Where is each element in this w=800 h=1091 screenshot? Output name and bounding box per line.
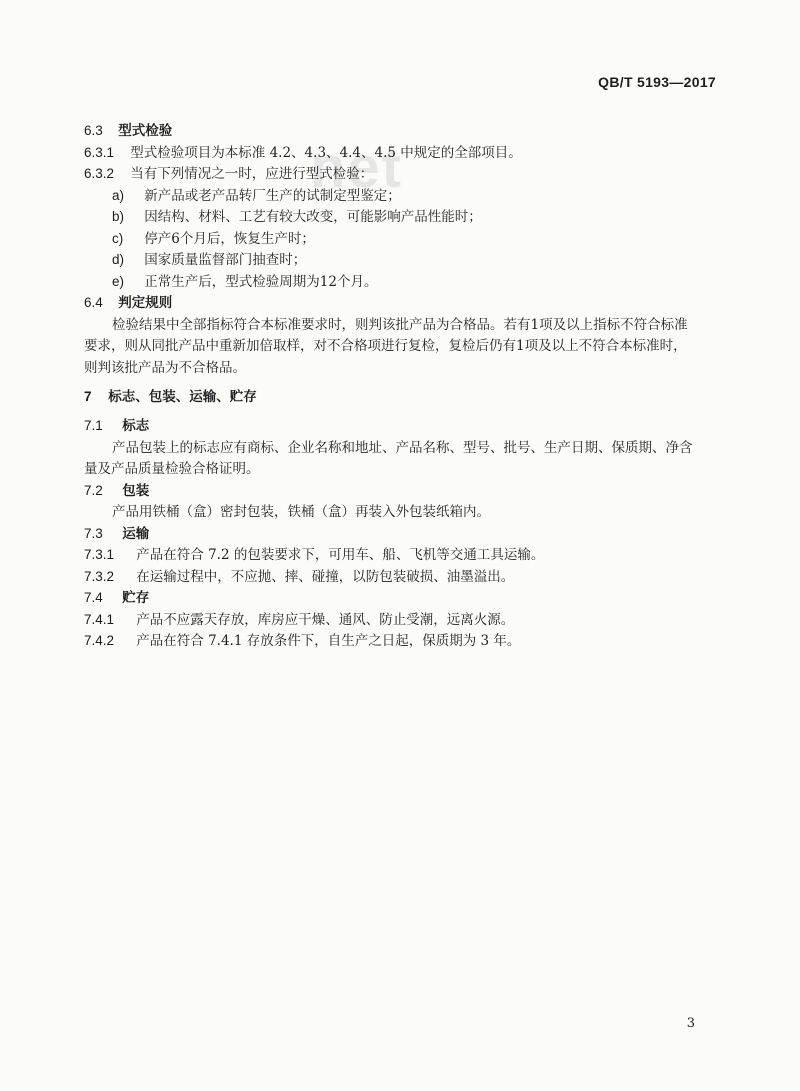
- section-title: 运输: [122, 526, 150, 542]
- list-marker: a): [112, 188, 125, 203]
- section-7-1-heading: [84, 416, 149, 436]
- standard-code: QB/T 5193—2017: [598, 74, 716, 90]
- paragraph-line: 则判该批产品为不合格品。: [84, 360, 246, 376]
- list-item: [112, 272, 377, 292]
- section-6-4-heading: [84, 293, 172, 313]
- paragraph-line: 产品用铁桶（盒）密封包装，铁桶（盒）再装入外包装纸箱内。: [112, 504, 490, 520]
- list-marker: b): [112, 209, 125, 224]
- section-number: 6.3: [84, 123, 103, 138]
- chapter-title: 标志、包装、运输、贮存: [108, 389, 257, 405]
- section-title: 判定规则: [118, 295, 173, 311]
- section-title: 贮存: [122, 590, 150, 606]
- clause-6-3-2: [84, 164, 373, 184]
- clause-number: 6.3.2: [84, 166, 115, 181]
- clause-text: 产品不应露天存放，库房应干燥、通风、防止受潮，远离火源。: [136, 612, 515, 628]
- clause-text: 产品在符合 7.2 的包装要求下，可用车、船、飞机等交通工具运输。: [136, 547, 545, 563]
- clause-7-3-2: [84, 567, 514, 587]
- clause-text: 当有下列情况之一时，应进行型式检验：: [130, 166, 374, 182]
- page-number: 3: [686, 1016, 695, 1031]
- section-number: 7.2: [84, 483, 103, 498]
- list-item-text: 停产6个月后，恢复生产时；: [144, 231, 315, 247]
- chapter-number: 7: [84, 389, 92, 404]
- section-7-2-heading: [84, 481, 149, 501]
- clause-7-3-1: [84, 545, 544, 565]
- paragraph-line: 产品包装上的标志应有商标、企业名称和地址、产品名称、型号、批号、生产日期、保质期、净含: [112, 440, 693, 456]
- list-item-text: 正常生产后，型式检验周期为12个月。: [144, 274, 378, 290]
- section-number: 7.3: [84, 526, 103, 541]
- list-item: [112, 250, 306, 270]
- clause-7-4-2: [84, 631, 520, 651]
- clause-text: 产品在符合 7.4.1 存放条件下，自生产之日起，保质期为 3 年。: [136, 633, 521, 649]
- list-item-text: 新产品或老产品转厂生产的试制定型鉴定；: [144, 188, 401, 204]
- paragraph-line: 检验结果中全部指标符合本标准要求时，则判该批产品为合格品。若有1项及以上指标不符合标准: [112, 317, 688, 333]
- list-item: [112, 186, 401, 206]
- clause-number: 7.3.2: [84, 569, 115, 584]
- clause-number: 6.3.1: [84, 145, 115, 160]
- clause-number: 7.3.1: [84, 547, 115, 562]
- clause-text: 型式检验项目为本标准 4.2、4.3、4.4、4.5 中规定的全部项目。: [130, 145, 522, 161]
- list-marker: c): [112, 231, 124, 246]
- paragraph-line: 要求，则从同批产品中重新加倍取样，对不合格项进行复检，复检后仍有1项及以上不符合本标准时，: [84, 338, 687, 354]
- list-marker: d): [112, 252, 125, 267]
- section-number: 7.1: [84, 418, 103, 433]
- section-title: 包装: [122, 483, 150, 499]
- list-item-text: 国家质量监督部门抽查时；: [144, 252, 307, 268]
- clause-number: 7.4.1: [84, 612, 115, 627]
- section-title: 标志: [122, 418, 150, 434]
- list-item-text: 因结构、材料、工艺有较大改变，可能影响产品性能时；: [144, 209, 482, 225]
- list-item: [112, 207, 482, 227]
- clause-7-4-1: [84, 610, 514, 630]
- clause-text: 在运输过程中，不应抛、摔、碰撞，以防包装破损、油墨溢出。: [136, 569, 515, 585]
- watermark: net: [310, 135, 403, 200]
- section-title: 型式检验: [118, 123, 173, 139]
- section-number: 6.4: [84, 295, 103, 310]
- clause-number: 7.4.2: [84, 633, 115, 648]
- paragraph-line: 量及产品质量检验合格证明。: [84, 461, 260, 477]
- list-item: [112, 229, 315, 249]
- section-6-3-heading: [84, 121, 172, 141]
- section-7-4-heading: [84, 588, 149, 608]
- section-number: 7.4: [84, 590, 103, 605]
- section-7-3-heading: [84, 524, 149, 544]
- clause-6-3-1: [84, 143, 522, 163]
- chapter-7-heading: [84, 387, 257, 407]
- list-marker: e): [112, 274, 125, 289]
